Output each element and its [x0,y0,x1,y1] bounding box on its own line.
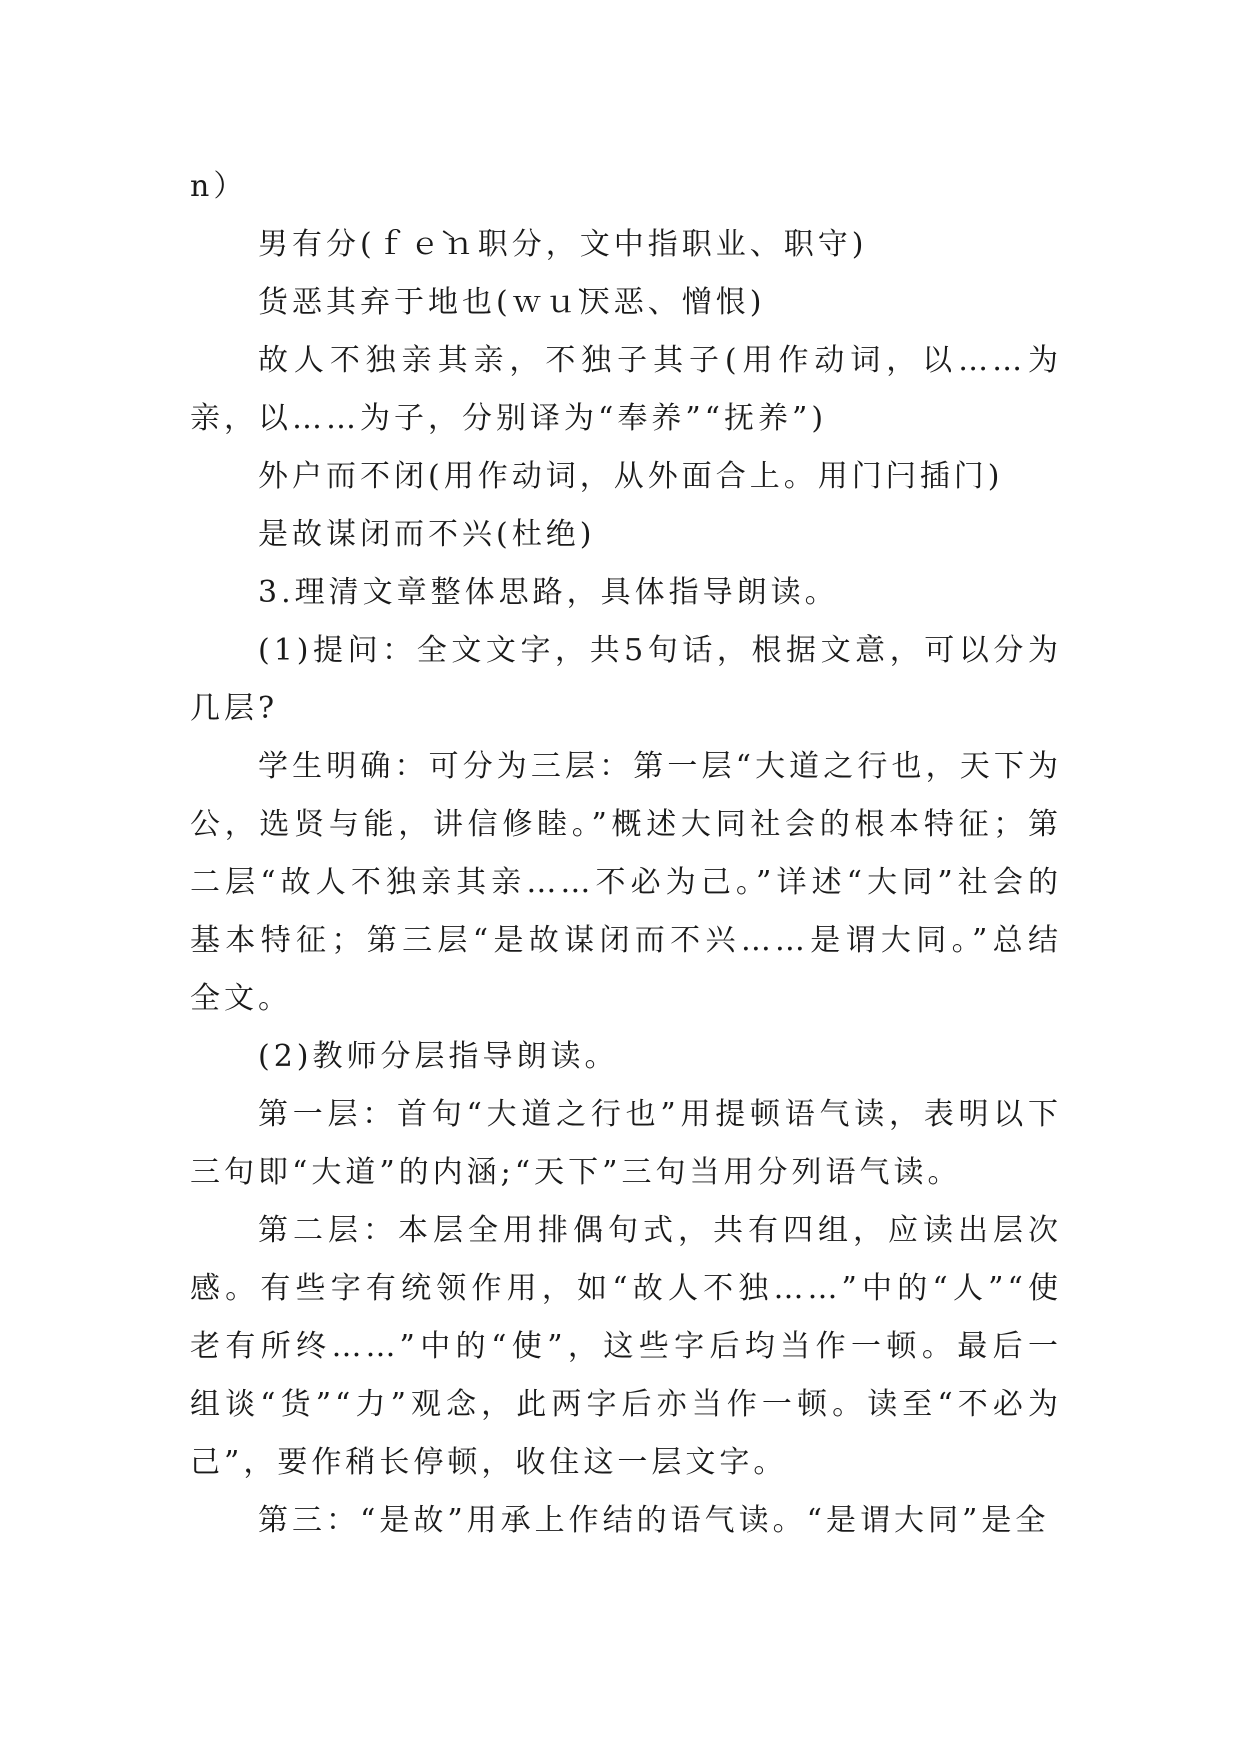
paragraph-layer-2: 第二层：本层全用排偶句式，共有四组，应读出层次感。有些字有统领作用，如“故人不独……”中的“人”“使老有所终……”中的“使”，这些字后均当作一顿。最后一组谈“货”“力”观念，此两字后亦当作一顿。读至“不必为己”，要作稍长停顿，收住这一层文字。 [190,1213,1062,1480]
paragraph-question: (1)提问：全文文字，共5句话，根据文意，可以分为几层? [190,633,1062,726]
paragraph-layer-1: 第一层：首句“大道之行也”用提顿语气读，表明以下三句即“大道”的内涵;“天下”三句当用分列语气读。 [190,1097,1062,1190]
paragraph-layer-3: 第三：“是故”用承上作结的语气读。“是谓大同”是全 [258,1503,1050,1538]
paragraph-student-answer: 学生明确：可分为三层：第一层“大道之行也，天下为公，选贤与能，讲信修睦。”概述大同社会的根本特征；第二层“故人不独亲其亲……不必为己。”详述“大同”社会的基本特征；第三层“是故谋闭而不兴……是谓大同。”总结全文。 [190,749,1062,1016]
paragraph-note-fen: 男有分(ｆｅ̀ｎ职分，文中指职业、职守) [258,227,868,262]
paragraph-continuation: n） [190,169,248,204]
document-body [190,158,1062,1550]
paragraph-step-3: 3.理清文章整体思路，具体指导朗读。 [258,575,839,610]
paragraph-teacher-guidance: (2)教师分层指导朗读。 [258,1039,619,1074]
paragraph-note-qin: 故人不独亲其亲，不独子其子(用作动词，以……为亲，以……为子，分别译为“奉养”“抚养”) [190,343,1062,436]
paragraph-note-mou: 是故谋闭而不兴(杜绝) [258,517,596,552]
paragraph-note-wu: 货恶其弃于地也(ｗｕ̀厌恶、憎恨) [258,285,766,320]
paragraph-note-bi: 外户而不闭(用作动词，从外面合上。用门闩插门) [258,459,1004,494]
